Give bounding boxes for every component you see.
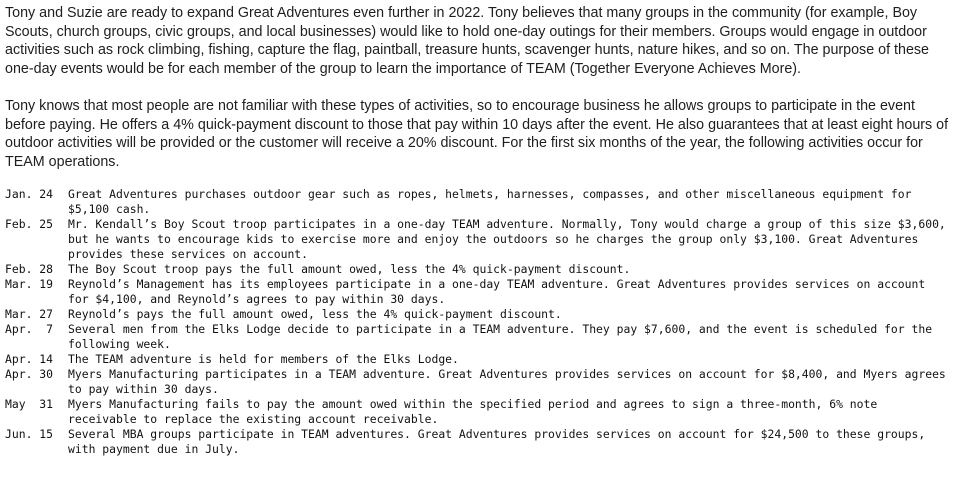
event-description: The TEAM adventure is held for members of the Elks Lodge. — [68, 351, 459, 366]
event-description: Reynold’s pays the full amount owed, less the 4% quick-payment discount. — [68, 306, 562, 321]
event-description: The Boy Scout troop pays the full amount owed, less the 4% quick-payment discount. — [68, 261, 631, 276]
event-date: Jun. 15 — [5, 426, 54, 441]
event-date: Apr. 30 — [5, 366, 54, 381]
list-item — [5, 367, 951, 397]
event-date: Apr. 7 — [5, 321, 54, 336]
event-date: Apr. 14 — [5, 351, 54, 366]
event-date: Feb. 28 — [5, 261, 54, 276]
list-item — [5, 322, 951, 352]
intro-paragraph: Tony and Suzie are ready to expand Great Adventures even further in 2022. Tony believes that many groups in the community (for example, Boy Scouts, church groups, civic groups, and local businesses) would like to hold one-day outings for their members. Groups would engage in outdoor activities such as rock climbing, fishing, capture the flag, paintball, treasure hunts, scavenger hunts, nature hikes, and so on. The purpose of these one-day events would be for each member of the group to learn the importance of TEAM (Together Everyone Achieves More). — [5, 5, 929, 78]
event-description: Myers Manufacturing fails to pay the amount owed within the specified period and agrees to sign a three-month, 6% note receivable to replace the existing account receivable. — [68, 396, 878, 426]
list-item — [5, 262, 951, 277]
event-date: Mar. 19 — [5, 276, 54, 291]
event-date: Feb. 25 — [5, 216, 54, 231]
list-item — [5, 352, 951, 367]
list-item — [5, 277, 951, 307]
list-item — [5, 307, 951, 322]
event-description: Several men from the Elks Lodge decide to participate in a TEAM adventure. They pay $7,600, and the event is scheduled for the following week. — [68, 321, 933, 351]
event-description: Mr. Kendall’s Boy Scout troop participates in a one-day TEAM adventure. Normally, Tony would charge a group of this size $3,600, but he wants to encourage kids to exercise more and enjoy the outdoors so he charges the group only $3,100. Great Adventures provides these services on account. — [68, 216, 946, 261]
event-date: May 31 — [5, 396, 54, 411]
list-item — [5, 187, 951, 217]
policy-paragraph: Tony knows that most people are not familiar with these types of activities, so to encourage business he allows groups to participate in the event before paying. He offers a 4% quick-payment discount to those that pay within 10 days after the event. He also guarantees that at least eight hours of outdoor activities will be provided or the customer will receive a 20% discount. For the first six months of the year, the following activities occur for TEAM operations. — [5, 97, 949, 170]
event-description: Several MBA groups participate in TEAM adventures. Great Adventures provides services on account for $24,500 to these groups, with payment due in July. — [68, 426, 926, 456]
list-item — [5, 427, 951, 457]
activity-list — [5, 187, 951, 457]
event-date: Mar. 27 — [5, 306, 54, 321]
event-description: Reynold’s Management has its employees participate in a one-day TEAM adventure. Great Adventures provides services on account for $4,100, and Reynold’s agrees to pay within 30 days. — [68, 276, 926, 306]
event-date: Jan. 24 — [5, 186, 54, 201]
document-page — [5, 4, 951, 457]
list-item — [5, 397, 951, 427]
list-item — [5, 217, 951, 262]
event-description: Great Adventures purchases outdoor gear such as ropes, helmets, harnesses, compasses, and other miscellaneous equipment for $5,100 cash. — [68, 186, 912, 216]
event-description: Myers Manufacturing participates in a TEAM adventure. Great Adventures provides services on account for $8,400, and Myers agrees to pay within 30 days. — [68, 366, 946, 396]
